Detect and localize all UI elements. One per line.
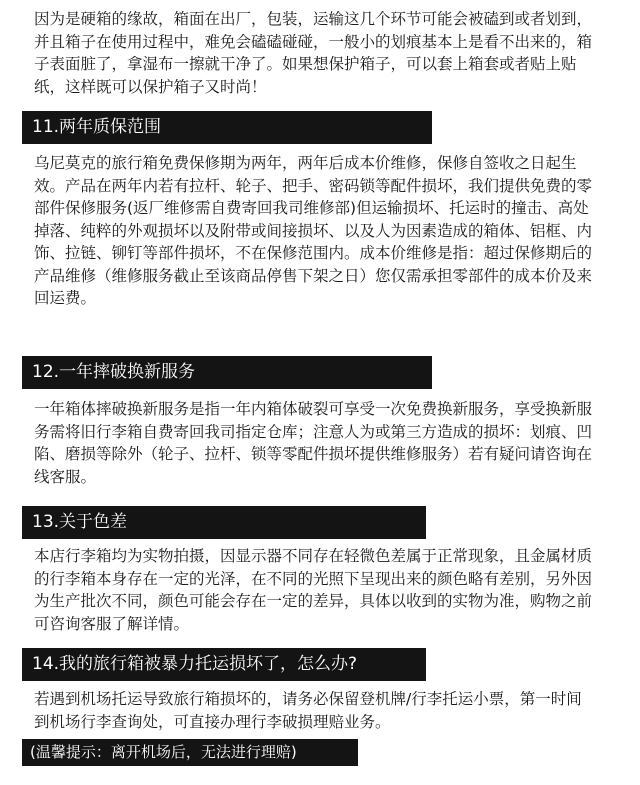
section-12-body: 一年箱体摔破换新服务是指一年内箱体破裂可享受一次免费换新服务，享受换新服务需将旧行李箱自费寄回我司指定仓库；注意人为或第三方造成的损坏：划痕、凹陷、磨损等除外（轮子、拉杆、锁等零配件损坏提供维修服务）若有疑问请咨询在线客服。 [34, 400, 593, 486]
section-13-body: 本店行李箱均为实物拍摄，因显示器不同存在轻微色差属于正常现象，且金属材质的行李箱本身存在一定的光泽，在不同的光照下呈现出来的颜色略有差别，另外因为生产批次不同，颜色可能会存在一定的差异，具体以收到的实物为准，购物之前可咨询客服了解详情。 [34, 547, 593, 633]
section-14-body: 若遇到机场托运导致旅行箱损坏的，请务必保留登机牌/行李托运小票，第一时间到机场行李查询处，可直接办理行李破损理赔业务。 [34, 690, 582, 731]
intro-paragraph: 因为是硬箱的缘故，箱面在出厂，包装，运输这几个环节可能会被磕到或者划到，并且箱子在使用过程中，难免会磕磕碰碰，一般小的划痕基本上是看不出来的，箱子表面脏了，拿湿布一擦就干净了。如果想保护箱子，可以套上箱套或者贴上贴纸，这样既可以保护箱子又时尚！ [34, 10, 593, 96]
section-11-header: 11.两年质保范围 [22, 111, 432, 144]
section-13-header: 13.关于色差 [22, 506, 426, 539]
section-12-header: 12.一年摔破换新服务 [22, 356, 432, 389]
warm-tip-banner: (温馨提示：离开机场后，无法进行理赔) [22, 739, 358, 766]
section-14-header: 14.我的旅行箱被暴力托运损坏了，怎么办? [22, 648, 426, 681]
section-11-body: 乌尼莫克的旅行箱免费保修期为两年，两年后成本价维修，保修自签收之日起生效。产品在两年内若有拉杆、轮子、把手、密码锁等配件损坏，我们提供免费的零部件保修服务(返厂维修需自费寄回我司维修部)但运输损坏、托运时的撞击、高处掉落、纯粹的外观损坏以及附带或间接损坏、以及人为因素造成的箱体、铝框、内饰、拉链、铆钉等部件损坏，不在保修范围内。成本价维修是指：超过保修期后的产品维修（维修服务截止至该商品停售下架之日）您仅需承担零部件的成本价及来回运费。 [34, 154, 593, 307]
